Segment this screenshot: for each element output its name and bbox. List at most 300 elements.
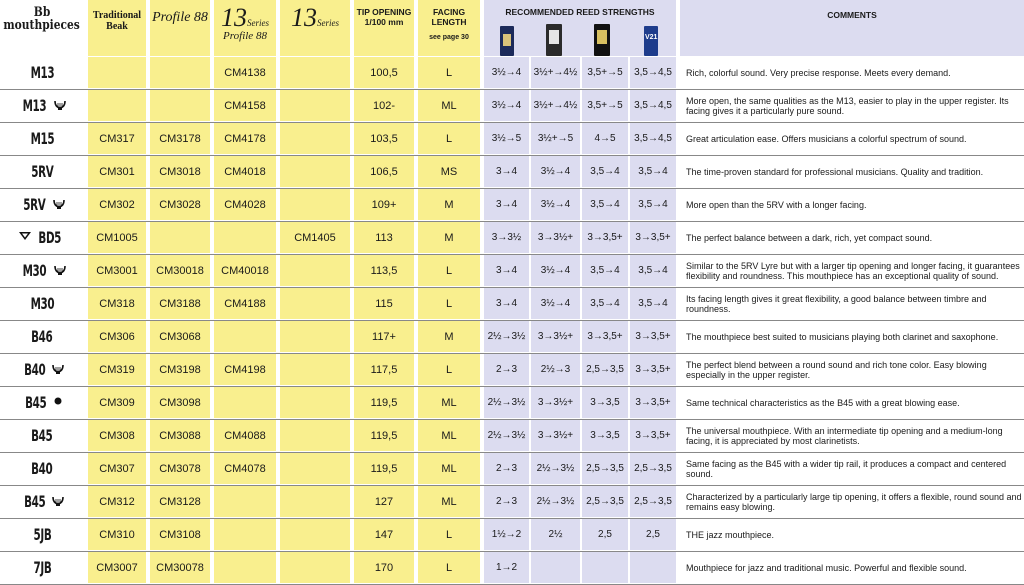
tip-opening-cell-text: 102- (373, 100, 395, 112)
tip-opening-cell-text: 147 (375, 529, 393, 541)
reed-strength-4-cell (630, 387, 676, 418)
reed-strength-3-cell-text: 2,5→3,5 (586, 496, 624, 507)
reed-strength-2-cell (531, 57, 580, 88)
series13-profile88-cell-text: CM4138 (224, 67, 266, 79)
reed-strength-3-cell-text: 3→3,5+ (587, 331, 622, 342)
reed-strength-1-cell (484, 420, 529, 451)
reed-strength-1-cell-text: 3→4 (496, 298, 517, 309)
series13-cell (280, 57, 350, 88)
tip-opening-cell (354, 189, 414, 220)
tip-opening-line1: TIP OPENING (357, 0, 412, 17)
comment-cell-text: Same technical characteristics as the B45 with a great blowing ease. (686, 398, 960, 408)
series13-profile88-cell (214, 255, 276, 286)
facing-length-cell (418, 420, 480, 451)
traditional-beak-cell-text: CM302 (99, 199, 134, 211)
reed-strength-3-cell-text: 2,5 (598, 529, 612, 540)
mouthpiece-model (0, 156, 84, 187)
traditional-beak-cell-text: CM319 (99, 364, 134, 376)
facing-length-cell (418, 354, 480, 385)
traditional-beak-cell-text: CM308 (99, 430, 134, 442)
reed-strength-4-cell-text: 3,5→4 (638, 166, 667, 177)
reed-box-3-icon (594, 24, 610, 56)
table-row (0, 222, 1024, 255)
reed-strength-3-cell (582, 321, 628, 352)
mouthpiece-model (0, 222, 84, 253)
bd5-symbol-icon (18, 231, 32, 244)
comment-cell (680, 123, 1024, 154)
reed-strength-4-cell (630, 57, 676, 88)
series13-profile88-cell (214, 156, 276, 187)
comment-cell (680, 156, 1024, 187)
comment-cell-text: Similar to the 5RV Lyre but with a larger tip opening and longer facing, it guarantees flexibility and roundness. This mouthpiece has an exceptional quality of sound. (686, 261, 1024, 281)
reed-strength-4-cell-text: 2,5→3,5 (634, 463, 672, 474)
reed-strength-3-cell-text: 4→5 (594, 133, 615, 144)
facing-length-cell-text: L (446, 562, 452, 574)
reed-strength-3-cell (582, 123, 628, 154)
reed-strength-4-cell (630, 189, 676, 220)
table-row (0, 420, 1024, 453)
reed-strength-4-cell-text: 2,5 (646, 529, 660, 540)
tip-opening-cell-text: 127 (375, 496, 393, 508)
reed-strength-4-cell (630, 321, 676, 352)
traditional-beak-cell (88, 288, 146, 319)
traditional-beak-cell-text: CM3007 (96, 562, 138, 574)
traditional-beak-cell (88, 420, 146, 451)
reed-strength-4-cell-text: 3,5→4 (638, 265, 667, 276)
series13-cell (280, 189, 350, 220)
traditional-beak-cell (88, 519, 146, 550)
series13-profile88-cell-text: CM4158 (224, 100, 266, 112)
facing-length-cell-text: ML (441, 100, 456, 112)
profile88-cell (150, 57, 210, 88)
tip-opening-cell-text: 109+ (372, 199, 397, 211)
series13-cell (280, 486, 350, 517)
reed-strength-2-cell (531, 420, 580, 451)
reed-strength-3-cell (582, 354, 628, 385)
reed-strength-2-cell (531, 354, 580, 385)
facing-length-cell (418, 288, 480, 319)
series13-number: 13 (291, 3, 317, 32)
profile88-cell (150, 123, 210, 154)
reed-strength-4-cell-text: 3→3,5+ (635, 364, 670, 375)
reed-strength-3-cell-text: 3,5→4 (590, 298, 619, 309)
lyre-icon (54, 100, 66, 111)
profile88-cell (150, 387, 210, 418)
table-row (0, 354, 1024, 387)
profile88-cell (150, 255, 210, 286)
reed-strength-1-cell (484, 222, 529, 253)
facing-length-cell (418, 453, 480, 484)
facing-length-cell-text: L (446, 364, 452, 376)
tip-opening-cell-text: 106,5 (370, 166, 398, 178)
reed-strength-4-cell-text: 3,5→4,5 (634, 67, 672, 78)
traditional-beak-cell-text: CM309 (99, 397, 134, 409)
reed-strength-4-cell (630, 519, 676, 550)
reed-strength-4-cell (630, 255, 676, 286)
comment-cell-text: The perfect blend between a round sound and rich tone color. Easy blowing especially in the upper register. (686, 360, 1024, 380)
reed-strength-1-cell-text: 2½→3½ (488, 397, 526, 408)
traditional-beak-header (88, 0, 146, 56)
mouthpiece-model (0, 57, 84, 88)
comment-cell (680, 354, 1024, 385)
tip-opening-cell-text: 100,5 (370, 67, 398, 79)
comment-cell (680, 519, 1024, 550)
reed-strength-4-cell (630, 420, 676, 451)
series13-cell (280, 387, 350, 418)
profile88-cell-text: CM3098 (159, 397, 201, 409)
series13-profile88-cell (214, 321, 276, 352)
traditional-beak-cell-text: CM318 (99, 298, 134, 310)
facing-length-cell-text: ML (441, 430, 456, 442)
reed-strength-2-cell-text: 3½+→5 (538, 133, 573, 144)
series13-cell (280, 156, 350, 187)
reed-strength-2-cell-text: 3½→4 (541, 199, 570, 210)
profile88-cell-text: CM3078 (159, 463, 201, 475)
mouthpiece-model (0, 255, 84, 286)
reed-strength-2-cell-text: 3½+→4½ (534, 100, 578, 111)
facing-length-cell-text: M (444, 199, 453, 211)
series13-cell (280, 255, 350, 286)
reed-strength-1-cell (484, 90, 529, 121)
reed-strength-2-cell (531, 453, 580, 484)
reed-strength-3-cell-text: 3,5+→5 (587, 100, 622, 111)
profile88-header (150, 0, 210, 56)
reed-strength-1-cell-text: 2½→3½ (488, 430, 526, 441)
traditional-beak-cell-text: CM312 (99, 496, 134, 508)
facing-length-cell (418, 519, 480, 550)
facing-length-cell (418, 486, 480, 517)
comment-cell (680, 453, 1024, 484)
traditional-beak-cell (88, 486, 146, 517)
traditional-beak-cell-text: CM317 (99, 133, 134, 145)
reed-strength-2-cell-text: 2½ (549, 529, 563, 540)
reed-strength-2-cell (531, 288, 580, 319)
reed-strength-1-cell-text: 2→3 (496, 364, 517, 375)
reed-strength-3-cell-text: 2,5→3,5 (586, 364, 624, 375)
comment-cell (680, 486, 1024, 517)
comment-cell (680, 189, 1024, 220)
series13-profile88-cell (214, 420, 276, 451)
series13-profile88-cell (214, 57, 276, 88)
tip-opening-cell (354, 486, 414, 517)
mouthpiece-model (0, 453, 84, 484)
mouthpiece-model-label: B45 (25, 393, 46, 412)
tip-opening-cell (354, 288, 414, 319)
facing-length-line1: FACING (433, 0, 465, 17)
reed-strength-1-cell-text: 3→4 (496, 265, 517, 276)
reed-strength-1-cell (484, 453, 529, 484)
tip-opening-cell-text: 117,5 (371, 364, 398, 376)
reed-strength-2-cell-text: 3→3½+ (538, 397, 573, 408)
tip-opening-cell (354, 354, 414, 385)
mouthpiece-model-label: B45 (24, 492, 45, 511)
mouthpiece-model-label: M30 (30, 294, 54, 313)
facing-length-cell (418, 90, 480, 121)
reed-strength-3-cell (582, 222, 628, 253)
reed-strength-1-cell (484, 255, 529, 286)
reed-strengths-header (484, 0, 676, 56)
reed-strength-3-cell (582, 288, 628, 319)
reed-strength-4-cell (630, 156, 676, 187)
reed-strength-1-cell-text: 2→3 (496, 463, 517, 474)
reed-strength-3-cell-text: 2,5→3,5 (586, 463, 624, 474)
reed-strength-1-cell-text: 1→2 (496, 562, 517, 573)
reed-strength-3-cell (582, 552, 628, 583)
reed-strength-4-cell-text: 3,5→4 (638, 199, 667, 210)
facing-length-cell (418, 156, 480, 187)
mouthpiece-model (0, 189, 84, 220)
reed-strength-1-cell-text: 3→3½ (492, 232, 521, 243)
reed-strength-3-cell (582, 255, 628, 286)
facing-length-cell-text: L (446, 298, 452, 310)
profile88-cell (150, 552, 210, 583)
facing-length-cell (418, 189, 480, 220)
mouthpiece-model (0, 123, 84, 154)
reed-strength-2-cell (531, 123, 580, 154)
reed-strength-1-cell (484, 519, 529, 550)
reed-strength-2-cell-text: 3→3½+ (538, 430, 573, 441)
comment-cell-text: The perfect balance between a dark, rich, yet compact sound. (686, 233, 932, 243)
tip-opening-line2: 1/100 mm (365, 17, 404, 27)
facing-length-cell (418, 57, 480, 88)
series13-profile88-cell (214, 387, 276, 418)
table-row (0, 123, 1024, 156)
series13-profile88-cell (214, 486, 276, 517)
comment-cell-text: THE jazz mouthpiece. (686, 530, 774, 540)
traditional-beak-cell (88, 321, 146, 352)
reed-strength-2-cell-text: 2½→3 (541, 364, 570, 375)
tip-opening-cell-text: 170 (375, 562, 393, 574)
traditional-beak-cell-text: CM306 (99, 331, 134, 343)
mouthpiece-model (0, 321, 84, 352)
comment-cell (680, 255, 1024, 286)
reed-strength-4-cell (630, 552, 676, 583)
series13-profile88-cell-text: CM4198 (224, 364, 266, 376)
profile88-cell (150, 156, 210, 187)
profile88-cell (150, 189, 210, 220)
lyre-icon (54, 265, 66, 276)
series13-profile88-cell (214, 552, 276, 583)
traditional-beak-cell (88, 57, 146, 88)
reed-strength-2-cell (531, 552, 580, 583)
mouthpiece-model (0, 288, 84, 319)
reed-strength-1-cell-text: 1½→2 (492, 529, 521, 540)
reed-strength-2-cell-text: 3½→4 (541, 298, 570, 309)
reed-strength-4-cell (630, 222, 676, 253)
profile88-cell-text: CM3188 (159, 298, 201, 310)
lyre-icon (52, 496, 64, 507)
series13-profile88-cell-text: CM4178 (224, 133, 266, 145)
reed-strength-2-cell (531, 387, 580, 418)
reed-strength-2-cell-text: 2½→3½ (537, 496, 575, 507)
facing-length-cell-text: ML (441, 463, 456, 475)
series13-cell (280, 552, 350, 583)
traditional-beak-cell-text: CM307 (99, 463, 134, 475)
mouthpiece-model-label: M15 (30, 129, 54, 148)
comment-cell (680, 387, 1024, 418)
traditional-beak-cell (88, 123, 146, 154)
tip-opening-cell (354, 453, 414, 484)
facing-length-cell-text: ML (441, 496, 456, 508)
tip-opening-cell (354, 387, 414, 418)
profile88-cell (150, 420, 210, 451)
reed-strength-3-cell (582, 57, 628, 88)
tip-opening-header (354, 0, 414, 56)
reed-strength-4-cell-text: 3→3,5+ (635, 430, 670, 441)
reed-strength-3-cell (582, 189, 628, 220)
reed-strength-2-cell (531, 519, 580, 550)
reed-strength-4-cell-text: 3→3,5+ (635, 331, 670, 342)
tip-opening-cell (354, 123, 414, 154)
reed-strength-4-cell-text: 3→3,5+ (635, 397, 670, 408)
series13-p88-series: Series (247, 18, 269, 28)
reed-strength-1-cell (484, 123, 529, 154)
table-row (0, 57, 1024, 90)
reed-strength-2-cell (531, 222, 580, 253)
traditional-beak-cell (88, 90, 146, 121)
mouthpiece-model (0, 552, 84, 583)
series13-profile88-cell-text: CM4028 (224, 199, 266, 211)
facing-length-header (418, 0, 480, 56)
mouthpiece-model-label: M13 (30, 63, 54, 82)
series13-profile88-cell (214, 354, 276, 385)
tip-opening-cell (354, 420, 414, 451)
mouthpiece-model-label: M30 (23, 261, 47, 280)
reed-box-1-icon (500, 26, 514, 56)
facing-length-cell (418, 321, 480, 352)
reed-strength-4-cell (630, 453, 676, 484)
reed-strength-3-cell (582, 387, 628, 418)
reed-strength-2-cell (531, 486, 580, 517)
series13-profile88-cell-text: CM40018 (221, 265, 269, 277)
comment-cell-text: Rich, colorful sound. Very precise response. Meets every demand. (686, 68, 951, 78)
mouthpieces-header-line2: mouthpieces (4, 19, 80, 32)
comments-header-label: COMMENTS (827, 0, 877, 20)
comment-cell-text: More open than the 5RV with a longer facing. (686, 200, 866, 210)
table-row (0, 288, 1024, 321)
tip-opening-cell (354, 57, 414, 88)
mouthpieces-header-line1: Bb (34, 0, 50, 19)
reed-strength-2-cell (531, 189, 580, 220)
mouthpiece-model (0, 486, 84, 517)
comment-cell (680, 420, 1024, 451)
reed-strength-4-cell-text: 3,5→4,5 (634, 133, 672, 144)
facing-length-cell (418, 552, 480, 583)
lyre-icon (53, 199, 65, 210)
comment-cell-text: Its facing length gives it great flexibility, a good balance between timbre and roundness. (686, 294, 1024, 314)
tip-opening-cell (354, 255, 414, 286)
comment-cell-text: Characterized by a particularly large tip opening, it offers a flexible, round sound and remains easy blowing. (686, 492, 1024, 512)
profile88-cell-text: CM30018 (156, 265, 204, 277)
reed-strength-4-cell (630, 90, 676, 121)
mouthpiece-model-label: 7JB (33, 558, 51, 577)
reed-strength-3-cell (582, 453, 628, 484)
reed-strength-4-cell (630, 288, 676, 319)
traditional-beak-cell-text: CM301 (99, 166, 134, 178)
traditional-header-line1: Traditional (93, 0, 141, 21)
lyre-icon (52, 364, 64, 375)
series13-cell (280, 90, 350, 121)
reed-strength-1-cell-text: 2½→3½ (488, 331, 526, 342)
profile88-cell-text: CM3028 (159, 199, 201, 211)
reed-strengths-title: RECOMMENDED REED STRENGTHS (484, 0, 676, 17)
reed-strength-1-cell (484, 57, 529, 88)
reed-strength-4-cell-text: 3→3,5+ (635, 232, 670, 243)
series13-header (280, 0, 350, 56)
series13-profile88-cell-text: CM4088 (224, 430, 266, 442)
table-row (0, 552, 1024, 585)
series13-cell (280, 123, 350, 154)
mouthpiece-model (0, 387, 84, 418)
reed-strength-1-cell-text: 3→4 (496, 166, 517, 177)
tip-opening-cell-text: 119,5 (371, 430, 398, 442)
table-row (0, 486, 1024, 519)
reed-strength-3-cell-text: 3→3,5 (590, 430, 619, 441)
profile88-header-label: Profile 88 (152, 0, 208, 26)
reed-box-4-icon (644, 26, 658, 56)
reed-box-4-label: V21 (645, 34, 657, 41)
profile88-cell-text: CM3128 (159, 496, 201, 508)
profile88-cell (150, 453, 210, 484)
reed-strength-1-cell (484, 288, 529, 319)
reed-strength-2-cell-text: 3→3½+ (538, 331, 573, 342)
table-row (0, 453, 1024, 486)
comment-cell-text: More open, the same qualities as the M13, easier to play in the upper register. Its facing gives it a particularly pure sound. (686, 96, 1024, 116)
profile88-cell-text: CM3198 (159, 364, 201, 376)
traditional-beak-cell (88, 255, 146, 286)
facing-length-cell-text: L (446, 265, 452, 277)
tip-opening-cell-text: 103,5 (370, 133, 398, 145)
tip-opening-cell (354, 222, 414, 253)
series13-profile88-cell (214, 123, 276, 154)
comment-cell (680, 552, 1024, 583)
comment-cell-text: Same facing as the B45 with a wider tip rail, it produces a compact and centered sound. (686, 459, 1024, 479)
series13-series: Series (317, 18, 339, 28)
traditional-beak-cell (88, 354, 146, 385)
profile88-cell (150, 354, 210, 385)
reed-strength-4-cell-text: 3,5→4,5 (634, 100, 672, 111)
series13-profile88-cell-text: CM4018 (224, 166, 266, 178)
reed-strength-3-cell (582, 420, 628, 451)
facing-length-cell-text: MS (441, 166, 458, 178)
comment-cell (680, 321, 1024, 352)
facing-length-cell-text: L (446, 133, 452, 145)
reed-strength-2-cell (531, 156, 580, 187)
facing-length-cell-text: M (444, 232, 453, 244)
dot-icon (53, 396, 63, 409)
reed-strength-1-cell (484, 156, 529, 187)
traditional-beak-cell-text: CM310 (99, 529, 134, 541)
comment-cell-text: The universal mouthpiece. With an intermediate tip opening and a medium-long facing, it is appreciated by most clarinetists. (686, 426, 1024, 446)
profile88-cell-text: CM3018 (159, 166, 201, 178)
mouthpiece-model (0, 420, 84, 451)
series13-p88-sub: Profile 88 (223, 31, 267, 41)
reed-strength-1-cell (484, 189, 529, 220)
series13-profile88-cell (214, 222, 276, 253)
reed-strength-2-cell (531, 255, 580, 286)
reed-strength-1-cell (484, 354, 529, 385)
profile88-cell (150, 486, 210, 517)
series13-profile88-cell-text: CM4188 (224, 298, 266, 310)
table-row (0, 519, 1024, 552)
series13-p88-number: 13 (221, 3, 247, 32)
reed-strength-3-cell-text: 3→3,5+ (587, 232, 622, 243)
mouthpiece-model (0, 519, 84, 550)
reed-strength-3-cell-text: 3,5+→5 (587, 67, 622, 78)
reed-strength-2-cell-text: 3½+→4½ (534, 67, 578, 78)
reed-strength-3-cell-text: 3→3,5 (590, 397, 619, 408)
reed-strength-3-cell-text: 3,5→4 (590, 166, 619, 177)
